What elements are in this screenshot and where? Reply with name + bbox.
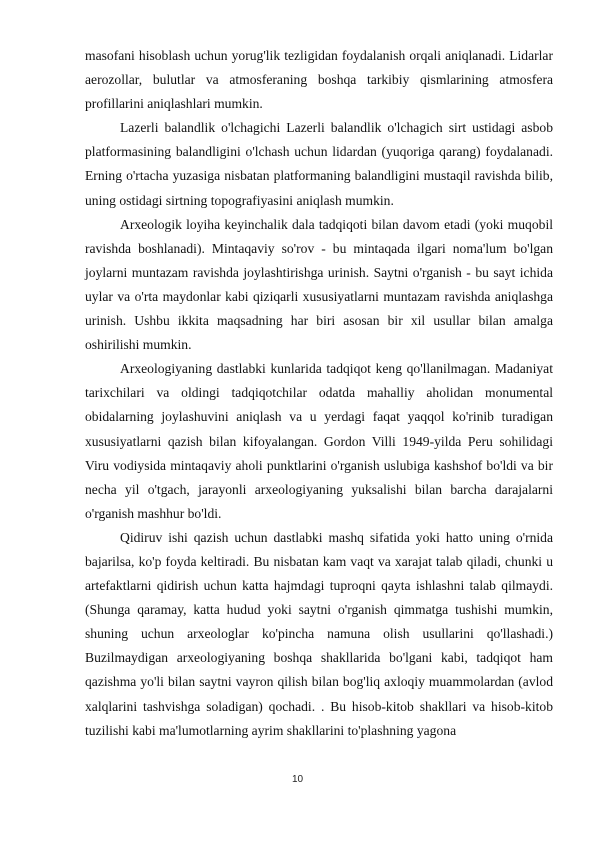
page-number: 10 bbox=[291, 774, 304, 785]
paragraph-archaeological-project: Arxeologik loyiha keyinchalik dala tadqiqoti bilan davom etadi (yoki muqobil ravishda boshlanadi). Mintaqaviy so'rov - bu mintaqada ilgari noma'lum bo'lgan joylarni muntazam ravishda joylashtirishga urinish. Saytni o'rganish - bu sayt ichida uylar va o'rta maydonlar kabi qiziqarli xususiyatlarni muntazam ravishda aniqlashga urinish. Ushbu ikkita maqsadning har biri asosan bir xil usullar bilan amalga oshirilishi mumkin. bbox=[85, 216, 553, 353]
document-body bbox=[85, 44, 553, 743]
paragraph-laser-altimeter: Lazerli balandlik o'lchagichi Lazerli balandlik o'lchagich sirt ustidagi asbob platformasining balandligini o'lchash uchun lidardan (yuqoriga qarang) foydalanadi. Erning o'rtacha yuzasiga nisbatan platformaning balandligini mustaqil ravishda bilib, uning ostidagi sirtning topografiyasini aniqlash mumkin. bbox=[85, 120, 553, 208]
paragraph-continuation: masofani hisoblash uchun yorug'lik tezligidan foydalanish orqali aniqlanadi. Lidarlar aerozollar, bulutlar va atmosferaning boshqa tarkibiy qismlarining atmosfera profillarini aniqlashlari mumkin. bbox=[85, 48, 553, 112]
paragraph-survey-work: Qidiruv ishi qazish uchun dastlabki mashq sifatida yoki hatto uning o'rnida bajarilsa, ko'p foyda keltiradi. Bu nisbatan kam vaqt va xarajat talab qiladi, chunki u artefaktlarni qidirish uchun katta hajmdagi tuproqni qayta ishlashni talab qilmaydi. (Shunga qaramay, katta hudud yoki saytni o'rganish qimmatga tushishi mumkin, shuning uchun arxeologlar ko'pincha namuna olish usullarini qo'llashadi.) Buzilmaydigan arxeologiyaning boshqa shakllarida bo'lgani kabi, tadqiqot ham qazishma yo'li bilan saytni vayron qilish bilan bog'liq axloqiy muammolardan (avlod xalqlarini tashvishga soladigan) qochadi. . Bu hisob-kitob shakllari va hisob-kitob tuzilishi kabi ma'lumotlarning ayrim shakllarini to'plashning yagona bbox=[85, 529, 553, 738]
paragraph-early-archaeology: Arxeologiyaning dastlabki kunlarida tadqiqot keng qo'llanilmagan. Madaniyat tarixchilari va oldingi tadqiqotchilar odatda mahalliy aholidan monumental obidalarning joylashuvini aniqlash va u yerdagi faqat yaqqol ko'rinib turadigan xususiyatlarni qazish bilan kifoyalangan. Gordon Villi 1949-yilda Peru sohilidagi Viru vodiysida mintaqaviy aholi punktlarini o'rganish uslubiga kashshof bo'ldi va bir necha yil o'tgach, jarayonli arxeologiyaning yuksalishi bilan barcha darajalarni o'rganish mashhur bo'ldi. bbox=[85, 361, 553, 521]
